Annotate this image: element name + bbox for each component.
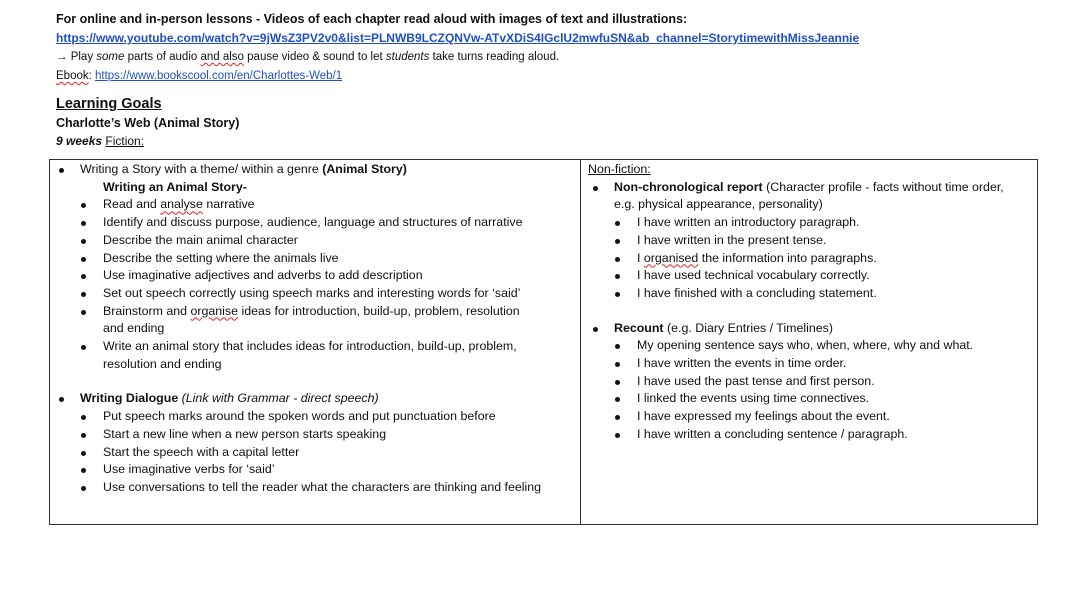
bullet-icon <box>81 451 86 456</box>
item-text: Use conversations to tell the reader what the characters are thinking and feeling <box>103 479 542 494</box>
learning-goals-title: Learning Goals <box>56 96 162 112</box>
bullet-icon <box>81 203 86 208</box>
bullet-icon <box>81 292 86 297</box>
ebook-link[interactable]: https://www.bookscool.com/en/Charlottes-Web/1 <box>95 70 343 82</box>
item-text: I <box>637 250 644 265</box>
fiction-sub-heading: Writing an Animal Story- <box>103 179 247 194</box>
bullet-icon <box>615 397 620 402</box>
list-item <box>54 303 576 321</box>
bullet-icon <box>81 345 86 350</box>
dialogue-note: (Link with Grammar - direct speech) <box>178 391 379 406</box>
item-text: Set out speech correctly using speech marks and interesting words for ‘said’ <box>103 285 521 300</box>
list-item <box>588 320 1033 338</box>
dialogue-heading: Writing Dialogue <box>80 391 179 406</box>
item-text: the information into paragraphs. <box>698 250 877 265</box>
item-text: Use imaginative adjectives and adverbs to add description <box>103 268 423 283</box>
item-text-misspelt: analyse <box>160 197 203 212</box>
list-item <box>54 214 576 232</box>
bullet-icon <box>81 468 86 473</box>
item-continuation: and ending <box>103 321 165 336</box>
ebook-label: Ebook <box>56 70 89 82</box>
item-text: Describe the main animal character <box>103 232 298 247</box>
item-text: ideas for introduction, build-up, problem, resolution <box>238 303 520 318</box>
list-item <box>588 285 1033 303</box>
list-item <box>54 196 576 214</box>
item-text: Use imaginative verbs for ‘said’ <box>103 462 275 477</box>
list-item <box>54 161 576 179</box>
document-header <box>56 10 1056 149</box>
bullet-icon <box>81 239 86 244</box>
item-text: Brainstorm and <box>103 303 191 318</box>
item-text: narrative <box>202 197 255 212</box>
list-item <box>588 232 1033 250</box>
item-text: Describe the setting where the animals live <box>103 250 339 265</box>
report-note: (Character profile - facts without time order, <box>762 179 1004 194</box>
list-item <box>588 355 1033 373</box>
bullet-icon <box>81 310 86 315</box>
bullet-icon <box>615 292 620 297</box>
list-item <box>54 390 576 408</box>
play-note <box>56 48 1056 67</box>
list-item <box>54 250 576 268</box>
item-text: Start a new line when a new person starts speaking <box>103 426 387 441</box>
list-item <box>588 250 1033 268</box>
play-note-part: take turns reading aloud. <box>429 51 560 63</box>
list-item <box>54 408 576 426</box>
item-text: I have used technical vocabulary correctly. <box>637 268 870 283</box>
bullet-icon <box>593 327 598 332</box>
play-note-part: parts of audio <box>124 51 201 63</box>
play-note-part: pause video & sound to let <box>243 51 386 63</box>
item-text: Put speech marks around the spoken words and put punctuation before <box>103 409 496 424</box>
bullet-icon <box>615 433 620 438</box>
item-text: I have used the past tense and first person. <box>637 373 875 388</box>
bullet-icon <box>59 168 64 173</box>
list-item <box>588 214 1033 232</box>
list-item <box>588 373 1033 391</box>
play-note-and-also: and also <box>200 51 244 63</box>
ebook-line <box>56 67 1056 86</box>
weeks-line <box>56 133 1056 149</box>
bullet-icon <box>615 239 620 244</box>
book-title: Charlotte’s Web (Animal Story) <box>56 116 240 130</box>
bullet-icon <box>615 362 620 367</box>
play-note-some: some <box>96 51 125 63</box>
list-item <box>588 337 1033 355</box>
list-item <box>54 444 576 462</box>
item-text-misspelt: organised <box>643 250 699 265</box>
bullet-icon <box>615 415 620 420</box>
play-note-part: → Play <box>56 51 97 63</box>
item-text-misspelt: organise <box>190 303 238 318</box>
bullet-icon <box>81 415 86 420</box>
list-item <box>54 426 576 444</box>
nonfiction-label: Non-fiction: <box>588 162 651 176</box>
list-item <box>588 408 1033 426</box>
list-item <box>54 267 576 285</box>
bullet-icon <box>615 274 620 279</box>
bullet-icon <box>615 257 620 262</box>
bullet-icon <box>81 274 86 279</box>
video-link[interactable]: https://www.youtube.com/watch?v=9jWsZ3PV2v0&list=PLNWB9LCZQNVw-ATvXDiS4IGclU2mwfuSN&ab_channel=StorytimewithMissJeannie <box>56 31 860 45</box>
item-text: Write an animal story that includes ideas for introduction, build-up, problem, <box>103 339 517 354</box>
list-item <box>54 232 576 250</box>
list-item <box>588 267 1033 285</box>
bullet-icon <box>81 433 86 438</box>
report-heading: Non-chronological report <box>614 179 763 194</box>
list-item <box>54 461 576 479</box>
fiction-label: Fiction: <box>105 134 145 148</box>
item-text: I have written a concluding sentence / paragraph. <box>637 426 908 441</box>
item-text: Identify and discuss purpose, audience, language and structures of narrative <box>103 215 523 230</box>
fiction-main-text: Writing a Story with a theme/ within a genre <box>80 162 323 176</box>
ebook-colon: : <box>88 70 95 82</box>
item-text: I linked the events using time connectives. <box>637 391 870 406</box>
list-item <box>588 426 1033 444</box>
list-item <box>588 390 1033 408</box>
play-note-students: students <box>385 51 430 63</box>
intro-text: For online and in-person lessons - Videos of each chapter read aloud with images of text and illustrations: <box>56 12 688 26</box>
bullet-icon <box>81 221 86 226</box>
bullet-icon <box>81 257 86 262</box>
learning-goals-table <box>49 159 1038 525</box>
nonfiction-column <box>581 160 1037 524</box>
item-text: I have written in the present tense. <box>637 232 827 247</box>
item-continuation: resolution and ending <box>103 356 222 371</box>
item-text: Read and <box>103 197 161 212</box>
fiction-column <box>50 160 581 524</box>
list-item <box>54 338 576 356</box>
item-text: I have written an introductory paragraph. <box>637 215 860 230</box>
recount-note: (e.g. Diary Entries / Timelines) <box>663 320 833 335</box>
item-text: I have finished with a concluding statement. <box>637 285 877 300</box>
item-text: Start the speech with a capital letter <box>103 444 300 459</box>
bullet-icon <box>615 221 620 226</box>
item-continuation: e.g. physical appearance, personality) <box>614 197 823 212</box>
recount-heading: Recount <box>614 320 664 335</box>
item-text: I have written the events in time order. <box>637 356 847 371</box>
list-item <box>54 285 576 303</box>
bullet-icon <box>593 186 598 191</box>
bullet-icon <box>615 344 620 349</box>
fiction-main-genre: (Animal Story) <box>322 162 407 176</box>
list-item <box>54 479 576 497</box>
bullet-icon <box>615 380 620 385</box>
weeks-label: 9 weeks <box>56 134 103 148</box>
bullet-icon <box>59 397 64 402</box>
bullet-icon <box>81 486 86 491</box>
item-text: I have expressed my feelings about the event. <box>637 409 890 424</box>
item-text: My opening sentence says who, when, where, why and what. <box>637 338 974 353</box>
list-item <box>588 179 1033 197</box>
